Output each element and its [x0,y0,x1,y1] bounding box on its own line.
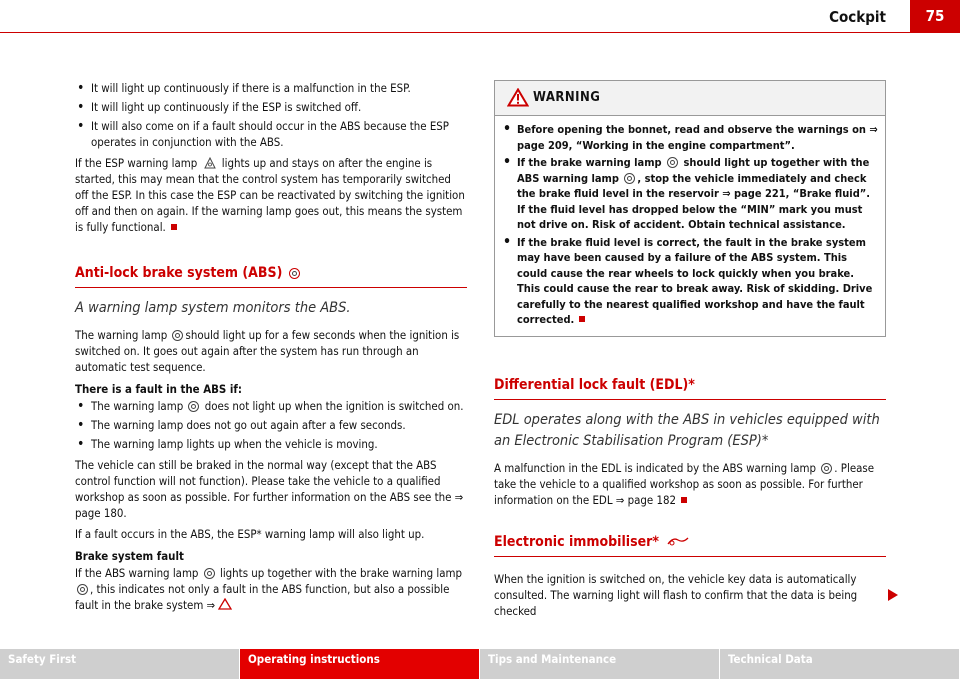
brake-paragraph: If the ABS warning lamp lights up together with the brake warning lamp , this indicates not only a fault in the ABS function, but also a possible fault in the brake system ⇒ [75,566,462,612]
immobiliser-paragraph: When the ignition is switched on, the vehicle key data is automatically consulted. The warning light will flash to confirm that the data is being checked [494,571,858,618]
end-marker [681,497,687,503]
tab-safety-first[interactable]: Safety First [0,649,240,679]
abs-warning-icon [204,568,215,579]
tab-tips-and-maintenance[interactable]: Tips and Maintenance [480,649,720,679]
list-item: • The warning lamp lights up when the vehicle is moving. [75,436,467,452]
immobiliser-key-icon [667,536,689,546]
esp-also-paragraph: If a fault occurs in the ABS, the ESP* warning lamp will also light up. [75,527,425,541]
warning-triangle-icon [218,598,232,610]
list-item: • It will light up continuously if there is a malfunction in the ESP. [75,80,467,96]
tab-operating-instructions[interactable]: Operating instructions [240,649,480,679]
list-item: • The warning lamp does not light up when the ignition is switched on. [75,398,467,414]
header-rule [0,32,912,33]
edl-heading: Differential lock fault (EDL)* [494,377,886,400]
warning-box [494,80,886,337]
warning-triangle-icon [507,88,529,107]
abs-subheading: A warning lamp system monitors the ABS. [75,300,351,316]
list-item: • If the brake warning lamp should light up together with the ABS warning lamp , stop the vehicle immediately and check the brake fluid level in the reservoir ⇒ page 221, “Brake fluid”. If the fluid level has dropped below the “MIN” mark you must not drive on. Risk of accident. Obtain technical assistance. [501,155,879,233]
warning-body [495,116,885,336]
esp-warning-icon [204,157,216,169]
abs-warning-icon [188,401,199,412]
fault-label: There is a fault in the ABS if: [75,382,242,396]
warning-header [495,81,885,116]
left-column [75,80,467,613]
abs-warning-icon [289,268,300,279]
abs-paragraph: The warning lamp should light up for a few seconds when the ignition is switched on. It goes out again after the system has run through an automatic test sequence. [75,328,460,374]
brake-warning-icon [77,584,88,595]
page-number: 75 [910,0,960,33]
edl-subheading: EDL operates along with the ABS in vehicles equipped with an Electronic Stabilisation Program (ESP)* [494,411,880,449]
braked-paragraph: The vehicle can still be braked in the normal way (except that the ABS control function will not function). Please take the vehicle to a qualified workshop as soon as possible. For further information on the ABS see the ⇒ page 180. [75,458,464,520]
list-item: • It will light up continuously if the ESP is switched off. [75,99,467,115]
list-item: • If the brake fluid level is correct, the fault in the brake system may have been caused by a failure of the ABS system. This could cause the rear wheels to lock quickly when you brake. This could cause the rear to break away. Risk of skidding. Drive carefully to the nearest qualified workshop and have the fault corrected. [501,235,879,328]
brake-fault-label: Brake system fault [75,549,184,563]
list-item: • The warning lamp does not go out again after a few seconds. [75,417,467,433]
right-column [494,80,886,623]
immobiliser-heading: Electronic immobiliser* [494,534,886,557]
tab-technical-data[interactable]: Technical Data [720,649,960,679]
next-page-arrow-icon[interactable] [887,588,899,602]
end-marker [171,224,177,230]
abs-warning-icon [172,330,183,341]
abs-warning-icon [624,173,635,184]
brake-warning-icon [667,157,678,168]
list-item: • It will also come on if a fault should occur in the ABS because the ESP operates in conjunction with the ABS. [75,118,467,150]
list-item: • Before opening the bonnet, read and observe the warnings on ⇒ page 209, “Working in the engine compartment”. [501,122,879,153]
page-title: Cockpit [829,8,886,26]
abs-warning-icon [821,463,832,474]
abs-heading: Anti-lock brake system (ABS) [75,265,467,288]
end-marker [579,316,585,322]
footer-tabs [0,649,960,679]
esp-paragraph: If the ESP warning lamp lights up and stays on after the engine is started, this may mean that the control system has temporarily switched off the ESP. In this case the ESP can be reactivated by switching the ignition off and then on again. If the warning lamp goes out, this means the system is fully functional. [75,156,465,234]
warning-title: WARNING [533,90,601,105]
edl-paragraph: A malfunction in the EDL is indicated by the ABS warning lamp . Please take the vehicle to a qualified workshop as soon as possible. For further information on the EDL ⇒ page 182 [494,460,875,507]
